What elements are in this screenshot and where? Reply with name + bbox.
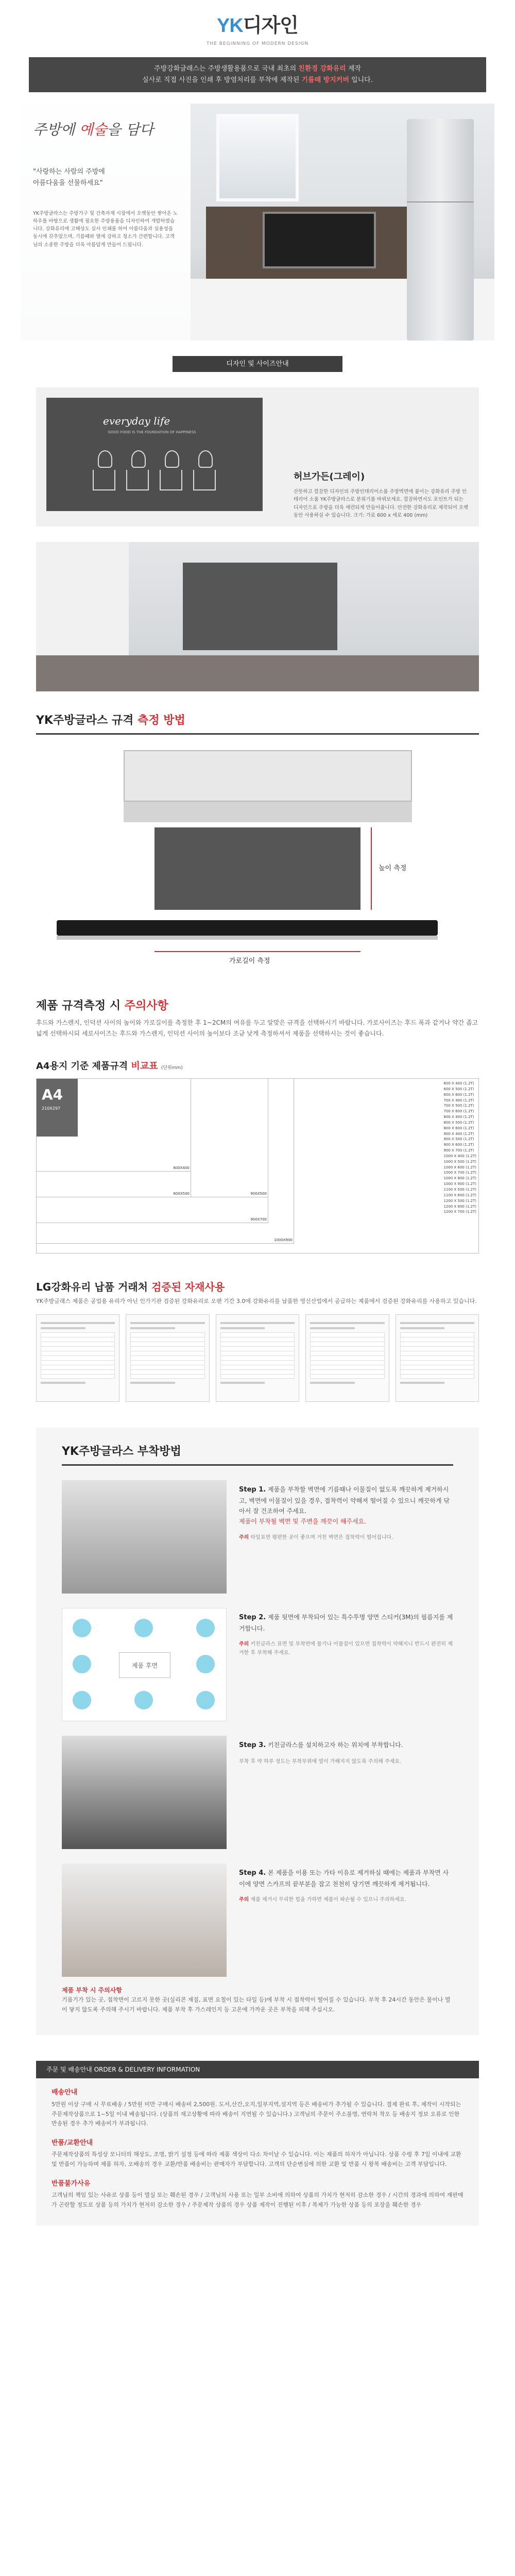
- product-desc: 산뜻하고 깔끔한 디자인의 주방인테리어소품 주방벽면에 붙이는 강화유리 주방 인테리어 소품 YK주방글라스로 분위기를 바꿔보세요. 깔끔하면서도 포인트가 되는 디자인으로 주방을 더욱 세련되게 만들어줍니다. 안전한 강화유리로 제작되어 오랫동안 사용하실 수 있습니다. 크기: 가로 600 x 세로 400 (mm): [294, 489, 469, 518]
- certificate-doc: [216, 1314, 299, 1402]
- lg-title: LG강화유리 납품 거래처 검증된 자재사용: [36, 1280, 225, 1293]
- ship-header: 주문 및 배송안내 ORDER & DELIVERY INFORMATION: [36, 2061, 479, 2078]
- cooktop: [57, 920, 438, 936]
- install-caution: 제품 부착 시 주의사항 기름기가 있는 곳, 접착면이 고르지 못한 곳(실리콘 재질, 표면 요철이 있는 타일 등)에 부착 시 접착력이 떨어질 수 있습니다. 부착 후 24시간 동안은 물이나 열이 닿지 않도록 주의해 주시기 바랍니다. 제품 부착 후 가스레인지 등 고온에 가까운 곳은 부착을 피해 주십시오.: [62, 1986, 451, 2013]
- measure-title: YK주방글라스 규격 측정 방법: [36, 714, 185, 727]
- product-back-label: 제품 후면: [119, 1652, 170, 1678]
- step-1: Step 1. 제품을 부착할 벽면에 기름때나 이물질이 없도록 깨끗하게 제거하시고, 벽면에 이물질이 있을 경우, 접착력이 약해져 떨어질 수 있으니 깨끗하게 닦아서 잘 건조하여 주세요. 제품이 부착될 벽면 및 주변을 깨끗이 해주세요. 주의 타일표면 평편한 곳이 좋으며 거친 벽면은 접착력이 떨어집니다.: [62, 1480, 453, 1594]
- product-glass-image: everyday life GOOD FOOD IS THE FOUNDATION OF HAPPINESS: [46, 398, 263, 511]
- certificate-doc: [305, 1314, 389, 1402]
- hero-text-panel: [21, 104, 191, 341]
- intro-banner: 주방강화글래스는 주방생활용품으로 국내 최초의 친환경 강화유리 제작 실사로 직접 사진을 인쇄 후 방염처리를 부착에 제작된 기름때 방지커버 입니다.: [29, 57, 486, 92]
- brand-header: [0, 0, 515, 50]
- step-4-image: [62, 1863, 227, 1977]
- install-steps: [36, 1428, 479, 2036]
- size-list: 600 X 400 (1.2T) 600 X 500 (1.2T) 600 X 600 (1.2T) 700 X 400 (1.2T) 700 X 500 (1.2T) 700 X 600 (1.2T) 800 X 400 (1.2T) 800 X 500 (1.2T) 800 X 600 (1.2T) 900 X 400 (1.2T) 900 X 500 (1.2T) 900 X 600 (1.2T) 900 X 700 (1.2T) 1000 X 400 (1.2T) 1000 X 500 (1.2T) 1000 X 600 (1.2T) 1000 X 700 (1.2T) 1000 X 800 (1.2T) 1000 X 900 (1.2T) 1100 X 500 (1.2T) 1100 X 600 (1.2T) 1200 X 500 (1.2T) 1200 X 600 (1.2T) 1200 X 700 (1.2T): [443, 1081, 476, 1214]
- installed-glass: [183, 563, 337, 650]
- width-arrow: [154, 951, 360, 952]
- measure-glass: [154, 827, 360, 910]
- height-arrow: [371, 827, 372, 910]
- brand-tagline: THE BEGINNING OF MODERN DESIGN: [206, 41, 309, 46]
- hero-quote: "사랑하는 사람의 주방에 아름다움을 선물하세요": [33, 167, 105, 187]
- certificate-doc: [126, 1314, 209, 1402]
- hero-body: YK주방글라스는 주방가구 및 건축자재 시장에서 오랫동안 쌓아온 노하우를 바탕으로 생활에 필요한 주방용품을 디자인하여 개발하였습니다. 강화유리에 고해상도 실사 인쇄를 하여 아름다움과 실용성을 동시에 갖추었으며, 기름때와 열에 강하고 청소가 간편합니다. 고객님의 소중한 주방을 더욱 아름답게 만들어 드립니다.: [33, 210, 178, 248]
- refrigerator: [407, 119, 474, 341]
- step-3-image: [62, 1736, 227, 1849]
- product-card: [36, 387, 479, 527]
- step-1-image: [62, 1480, 227, 1594]
- step-3: Step 3. 키친글라스를 설치하고자 하는 위치에 부착합니다. 부착 후 약 하루 정도는 부착부위에 열이 가해지지 않도록 주의해 주세요.: [62, 1736, 453, 1849]
- herb-pots: [93, 449, 216, 490]
- size-box: 600X400: [37, 1079, 191, 1172]
- section-tab-design: 디자인 및 사이즈안내: [173, 356, 342, 372]
- delivery-info: 배송안내 5만원 이상 구매 시 무료배송 / 5만원 미만 구매시 배송비 2,500원. 도서,산간,오지,일부지역,섬지역 등은 배송비가 추가될 수 있습니다. 결제 완료 후, 제작이 시작되는 주문제작상품으로 1~5일 이내 배송됩니다. (상품의 재고상황에 따라 배송이 지연될 수 있습니다.) 고객님의 주문이 주소불명, 연락처 착오 등 배송지 정보 오류로 인한 반송된 경우 추가 배송비가 부과됩니다.: [52, 2089, 461, 2127]
- certificate-doc: [396, 1314, 479, 1402]
- size-box: 600X500: [37, 1079, 191, 1197]
- certificates: [36, 1314, 479, 1402]
- size-box: 1000X900: [37, 1079, 294, 1244]
- window: [216, 114, 299, 201]
- width-label: 가로길이 측정: [229, 957, 270, 965]
- range-hood: [124, 750, 412, 802]
- no-return-info: 반품불가사유 고객님의 책임 있는 사유로 상품 등이 멸실 또는 훼손된 경우 / 고객님의 사용 또는 일부 소비에 의하여 상품의 가치가 현저히 감소한 경우 / 시간의 경과에 의하여 재판매가 곤란할 정도로 상품 등의 가치가 현저히 감소한 경우 / 주문제작 상품의 경우 상품 제작이 진행된 이후 / 복제가 가능한 상품 등의 포장을 훼손한 경우: [52, 2179, 464, 2208]
- oven: [263, 212, 376, 268]
- a4-title: A4용지 기준 제품규격 비교표 (단위mm): [36, 1060, 183, 1072]
- certificate-doc: [36, 1314, 119, 1402]
- hero-title: 주방에 예술을 담다: [33, 121, 154, 138]
- order-delivery-info: [36, 2061, 479, 2225]
- measure-diagram: [36, 745, 479, 977]
- note-title: 제품 규격측정 시 주의사항: [36, 999, 168, 1013]
- installed-photo: [36, 542, 479, 691]
- height-label: 높이 측정: [379, 865, 407, 873]
- product-name: 허브가든(그레이): [294, 471, 365, 483]
- return-info: 반품/교환안내 주문제작상품의 특성상 모니터의 해상도, 조명, 밝기 설정 등에 따라 제품 색상이 다소 차이날 수 있습니다. 이는 제품의 하자가 아닙니다. 상품 수령 후 7일 이내에 교환 및 반품이 가능하며 제품 하자, 오배송의 경우 교환/반품 배송비는 판매자가 부담합니다. 고객의 단순변심에 의한 교환 및 반품 시 왕복 배송비는 고객 부담입니다.: [52, 2139, 461, 2168]
- size-box: 900X700: [37, 1079, 268, 1223]
- size-comparison-grid: [36, 1078, 479, 1253]
- step-2-image: [62, 1608, 227, 1721]
- product-info: [294, 470, 469, 519]
- lg-body: YK주방글래스 제품은 공업용 유리가 아닌 인가기관 검증된 강화유리로 오랜 기간 3.0에 강화유리를 납품한 영신산업에서 공급하는 제품에서 검증된 강화유리를 사용하고 있습니다.: [36, 1297, 477, 1304]
- note-body: 후드와 가스렌지, 인덕션 사이의 높이와 가로길이를 측정한 후 1~2CM의 여유를 두고 알맞은 규격을 선택하시기 바랍니다. 가로사이즈는 후드 폭과 같거나 약간 좁고 넓게 선택하시되 세로사이즈는 후드와 가스렌지, 인덕션 사이의 높이보다 조금 낮게 측정하셔서 제품을 선택하시는 것이 좋습니다.: [36, 1019, 478, 1037]
- hero-kitchen-image: [21, 104, 494, 341]
- a4-sheet: A4 210X297: [37, 1079, 78, 1137]
- steps-title: YK주방글라스 부착방법: [62, 1445, 181, 1458]
- step-2: 제품 후면 Step 2. 제품 뒷면에 부착되어 있는 특수투명 양면 스티커(3M)의 필름지를 제거합니다. 주의 키친글라스 표면 및 부착면에 물기나 이물질이 있으면 접착력이 약해지니 반드시 완전히 제거한 후 부착해 주세요.: [62, 1608, 453, 1721]
- logo: YK디자인: [217, 15, 298, 37]
- step-4: Step 4. 본 제품을 이용 또는 가타 이유로 제거하실 때에는 제품과 부착면 사이에 양면 스카프의 끝부분을 잡고 천천히 당기면 깨끗하게 제거됩니다. 주의 제품 제거시 무리한 힘을 가하면 제품이 파손될 수 있으니 주의하세요.: [62, 1863, 453, 1977]
- size-box: 900X500: [37, 1079, 268, 1197]
